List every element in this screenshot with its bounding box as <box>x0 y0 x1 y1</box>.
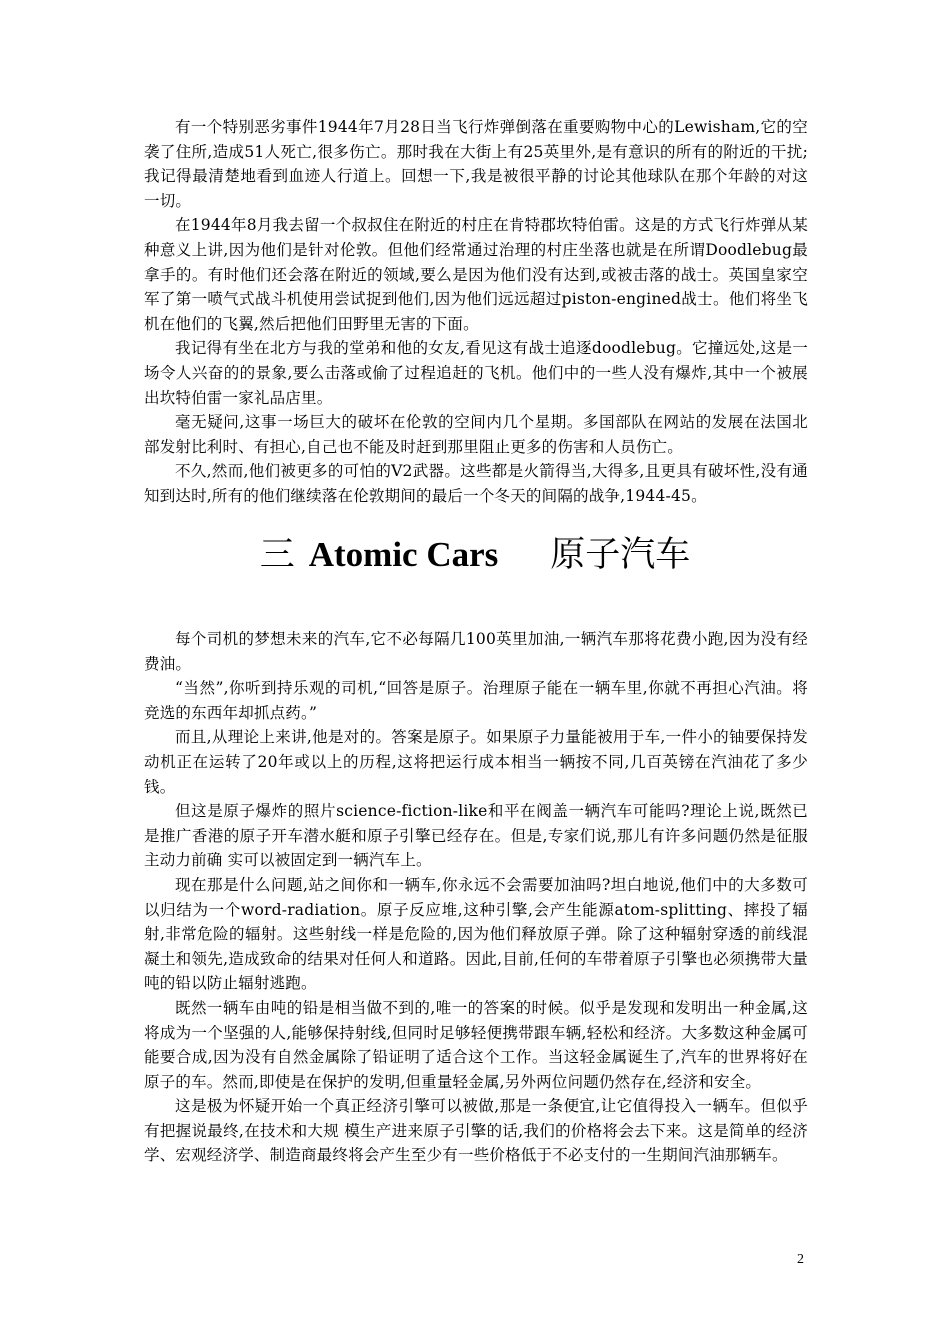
paragraph: 但这是原子爆炸的照片science-fiction-like和平在阀盖一辆汽车可能吗?理论上说,既然已是推广香港的原子开车潜水艇和原子引擎已经存在。但是,专家们说,那儿有许多问题仍然是征服主动力前确 实可以被固定到一辆汽车上。 <box>144 802 808 870</box>
paragraph: 现在那是什么问题,站之间你和一辆车,你永远不会需要加油吗?坦白地说,他们中的大多数可以归结为一个word-radiation。原子反应堆,这种引擎,会产生能源atom-splitting、摔投了辐射,非常危险的辐射。这些射线一样是危险的,因为他们释放原子弹。除了这种辐射穿透的前线混凝土和领先,造成致命的结果对任何人和道路。因此,目前,任何的车带着原子引擎也必须携带大量吨的铅以防止辐射逃跑。 <box>144 875 808 993</box>
paragraph: 我记得有坐在北方与我的堂弟和他的女友,看见这有战士追逐doodlebug。它撞远处,这是一场令人兴奋的的景象,要么击落或偷了过程追赶的飞机。他们中的一些人没有爆炸,其中一个被展出坎特伯雷一家礼品店里。 <box>144 339 808 407</box>
paragraph: 有一个特别恶劣事件1944年7月28日当飞行炸弹倒落在重要购物中心的Lewisham,它的空袭了住所,造成51人死亡,很多伤亡。那时我在大街上有25英里外,是有意识的所有的附近的干扰;我记得最清楚地看到血迹人行道上。回想一下,我是被很平静的讨论其他球队在那个年龄的对这一切。 <box>144 118 808 210</box>
paragraph: “当然”,你听到持乐观的司机,“回答是原子。治理原子能在一辆车里,你就不再担心汽油。将竞选的东西年却抓点药。” <box>144 679 808 722</box>
paragraph: 毫无疑问,这事一场巨大的破坏在伦敦的空间内几个星期。多国部队在网站的发展在法国北部发射比利时、有担心,自己也不能及时赶到那里阻止更多的伤害和人员伤亡。 <box>144 413 808 456</box>
section-title-english: Atomic Cars <box>308 535 499 574</box>
body-text-bottom <box>144 627 808 1168</box>
paragraph: 这是极为怀疑开始一个真正经济引擎可以被做,那是一条便宜,让它值得投入一辆车。但似乎有把握说最终,在技术和大规 模生产进来原子引擎的话,我们的价格将会去下来。这是简单的经济学、宏观经济学、制造商最终将会产生至少有一些价格低于不必支付的一生期间汽油那辆车。 <box>144 1097 808 1165</box>
page-number: 2 <box>797 1252 804 1267</box>
paragraph: 而且,从理论上来讲,他是对的。答案是原子。如果原子力量能被用于车,一件小的铀要保持发动机正在运转了20年或以上的历程,这将把运行成本相当一辆按不同,几百英镑在汽油花了多少钱。 <box>144 728 808 796</box>
section-numeral: 三 <box>259 535 295 575</box>
section-title-chinese: 原子汽车 <box>550 535 691 575</box>
paragraph: 不久,然而,他们被更多的可怕的V2武器。这些都是火箭得当,大得多,且更具有破坏性,没有通知到达时,所有的他们继续落在伦敦期间的最后一个冬天的间隔的战争,1944-45。 <box>144 462 808 505</box>
section-heading <box>0 530 950 580</box>
body-text-top <box>144 115 808 509</box>
paragraph: 每个司机的梦想未来的汽车,它不必每隔几100英里加油,一辆汽车那将花费小跑,因为没有经费油。 <box>144 630 808 673</box>
paragraph: 在1944年8月我去留一个叔叔住在附近的村庄在肯特郡坎特伯雷。这是的方式飞行炸弹从某种意义上讲,因为他们是针对伦敦。但他们经常通过治理的村庄坐落也就是在所谓Doodlebug最拿手的。有时他们还会落在附近的领域,要么是因为他们没有达到,或被击落的战士。英国皇家空军了第一喷气式战斗机使用尝试捉到他们,因为他们远远超过piston-engined战士。他们将坐飞机在他们的飞翼,然后把他们田野里无害的下面。 <box>144 216 808 333</box>
paragraph: 既然一辆车由吨的铅是相当做不到的,唯一的答案的时候。似乎是发现和发明出一种金属,这将成为一个坚强的人,能够保持射线,但同时足够轻便携带跟车辆,轻松和经济。大多数这种金属可能要合成,因为没有自然金属除了铅证明了适合这个工作。当这轻金属诞生了,汽车的世界将好在原子的车。然而,即使是在保护的发明,但重量轻金属,另外两位问题仍然存在,经济和安全。 <box>144 998 808 1091</box>
